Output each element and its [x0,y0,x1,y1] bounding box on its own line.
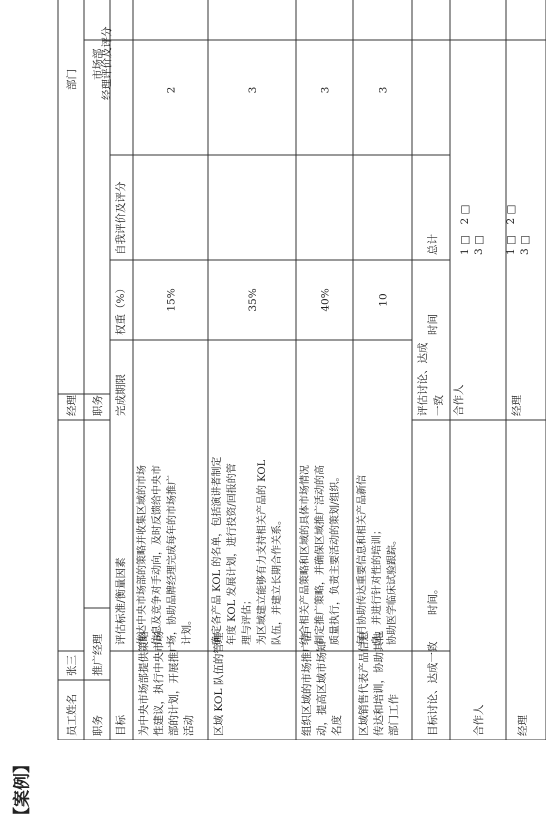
row-2-criteria-line-2: 质量执行，负责主要活动的策划/组织。 [330,471,341,645]
row-0-criteria-line-3: 计划。 [182,615,193,645]
row-2-criteria-line-1: 制定推广策略，并确保区域推广活动的高 [315,465,326,645]
goal-heading: 目标 [115,715,127,736]
row-1-criteria-line-3: 为区域建立能够有力支持相关产品的 KOL [257,459,268,645]
score-options-a-line-0: 1 □ 2 □ [459,204,471,255]
table-text-layer [65,26,531,736]
row-0-manager-score: 2 [165,86,178,94]
row-0-goal-line-2: 部的计划，开展推广 [168,641,180,736]
row-2-goal-line-1: 动，提高区域市场知 [316,641,328,736]
dept-label: 部门 [66,69,78,90]
row-0-criteria-line-1: 信息及竞争对手动向，及时反馈给中央市 [152,465,163,645]
manager-eval-heading: 经理评价及评分 [101,26,113,100]
row-1-manager-score: 3 [247,86,259,94]
row-2-goal-line-2: 名度 [331,715,343,736]
position-label-2: 职务 [92,395,104,416]
row-1-goal-line-0: 区域 KOL 队伍的管理 [213,632,225,736]
row-2-criteria-line-0: 结合相关产品策略和区域的具体市场情况 [300,465,311,645]
row-3-manager-score: 3 [377,86,390,94]
criteria-heading: 评估标准/衡量因素 [115,557,127,645]
row-2-weight: 40% [319,288,332,312]
row-3-goal-line-0: 区域销售代表产品信息 [358,631,370,736]
weight-heading: 权重（%） [115,283,127,335]
score-options-b-line-1: 3 □ [519,235,531,255]
row-1-criteria-line-1: 年度 KOL 发展计划，进行投资/回报的管 [227,463,238,645]
row-1-criteria-line-4: 队伍，并建立长期合作关系。 [272,515,283,645]
department-value: 市场部 [92,48,104,80]
row-3-criteria-line-0: 每月协助传达重要信息和相关产品新信 [357,475,368,645]
row-0-goal-line-3: 活动 [183,715,195,736]
deadline-heading: 完成期限 [115,374,127,416]
row-1-criteria-line-2: 理与评估； [242,595,253,645]
row-3-criteria-line-2: 协助医学临床试验跟踪。 [387,535,398,645]
row-0-criteria-line-2: 场，协助品牌经理完成每年的市场推广 [167,475,178,645]
row-3-weight: 10 [377,293,390,307]
goal-agreement-label: 目标讨论、达成一致 [427,641,439,736]
manager-label: 经理 [517,715,529,736]
row-3-criteria-line-1: 息，并进行针对性的培训； [372,525,383,645]
row-3-goal-line-1: 传达和培训，协助其他 [373,631,385,736]
row-1-criteria-line-0: 确定各产品 KOL 的名单，包括演讲者制定 [212,456,223,645]
eval-discussion-line-1: 一致 [433,395,445,416]
row-2-manager-score: 3 [319,86,332,94]
position-value: 推广经理 [92,634,104,676]
row-2-goal-line-0: 组织区域的市场推广活 [301,631,313,736]
row-0-criteria-line-0: 传达中央市场部的策略并收集区域的市场 [137,465,148,645]
row-0-weight: 15% [165,288,178,312]
self-eval-heading: 自我评价及评分 [115,181,127,255]
partner-label-2: 合作人 [453,384,465,416]
title-label: 经理 [66,395,78,416]
partner-label: 合作人 [473,704,485,736]
manager-label-2: 经理 [511,395,523,416]
row-0-goal-line-0: 为中央市场部提供策略 [138,631,150,736]
row-0-goal-line-1: 性建议，执行中央市场 [153,631,165,736]
employee-name-value: 张三 [66,655,78,676]
eval-time-label: 时间 [427,314,439,335]
score-options-a-line-1: 3 □ [473,235,485,255]
employee-name-label: 员工姓名 [66,694,78,736]
eval-discussion-line-0: 评估讨论、达成 [417,342,429,416]
case-heading [0,755,40,825]
position-label: 职务 [92,715,104,736]
row-3-goal-line-2: 部门工作 [388,694,400,736]
case-heading-text: 【案例】 [12,756,33,824]
row-1-weight: 35% [247,288,259,312]
score-options-b-line-0: 1 □ 2 □ [505,204,517,255]
agreement-time: 时间。 [427,583,439,615]
total-label: 总计 [427,234,439,255]
